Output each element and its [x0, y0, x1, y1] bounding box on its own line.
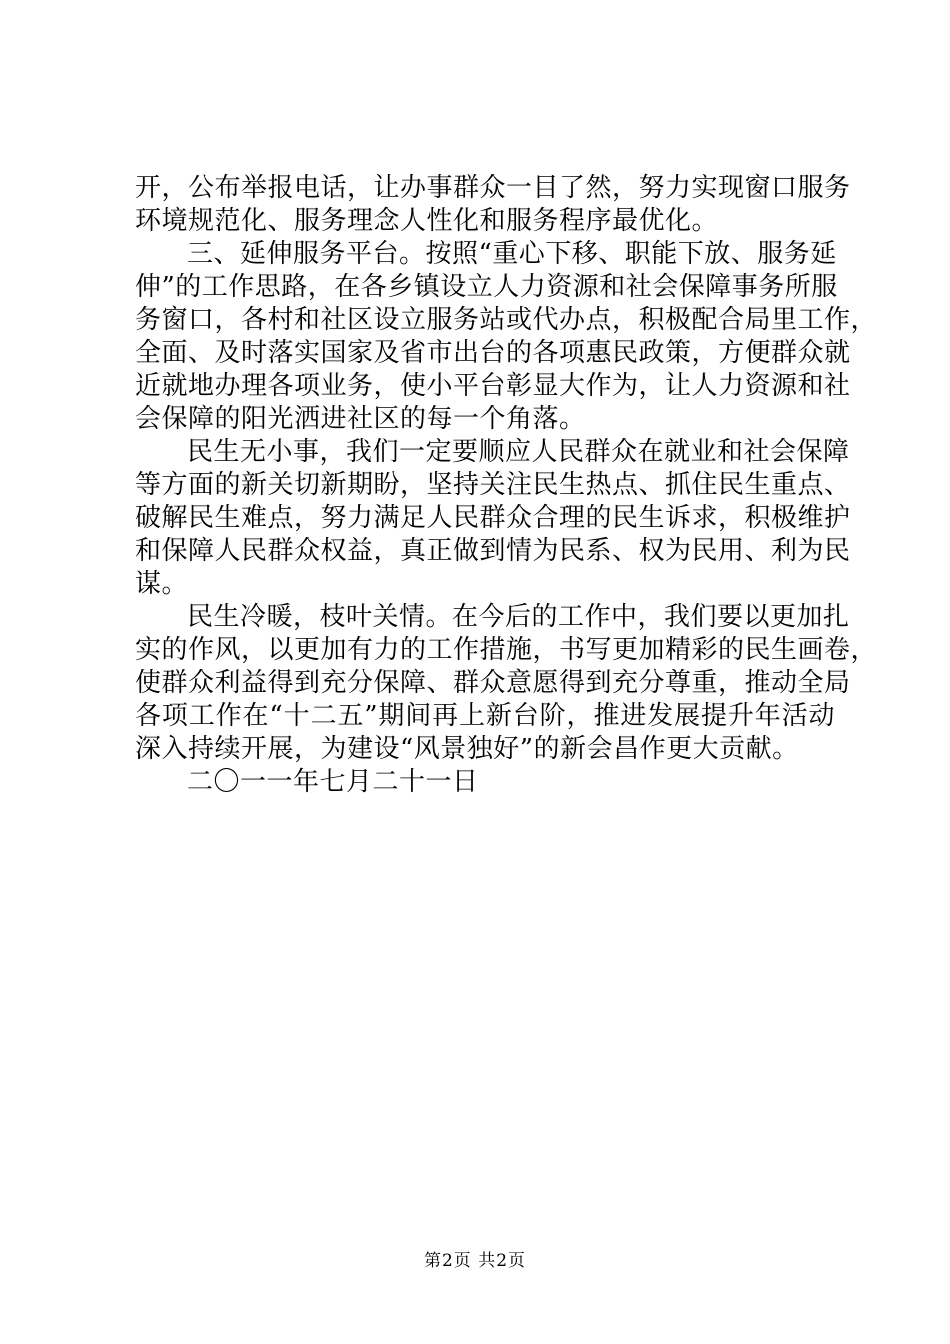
text-line: 近就地办理各项业务，使小平台彰显大作为，让人力资源和社: [135, 371, 851, 401]
text-line: 民生无小事，我们一定要顺应人民群众在就业和社会保障: [187, 437, 850, 467]
text-line: 全面、及时落实国家及省市出台的各项惠民政策，方便群众就: [135, 338, 851, 368]
text-line: 会保障的阳光洒进社区的每一个角落。: [135, 404, 586, 434]
text-line: 各项工作在“十二五”期间再上新台阶，推进发展提升年活动: [135, 701, 835, 731]
text-line: 深入持续开展，为建设“风景独好”的新会昌作更大贡献。: [135, 734, 799, 764]
text-line: 使群众利益得到充分保障、群众意愿得到充分尊重，推动全局: [135, 668, 851, 698]
document-body: [135, 172, 878, 799]
page-number: 第2页 共2页: [423, 1251, 527, 1271]
text-line: 实的作风，以更加有力的工作措施，书写更加精彩的民生画卷，: [135, 635, 878, 665]
text-line: 务窗口，各村和社区设立服务站或代办点，积极配合局里工作，: [135, 305, 878, 335]
text-line: 三、延伸服务平台。按照“重心下移、职能下放、服务延: [187, 239, 837, 269]
text-line: 伸”的工作思路，在各乡镇设立人力资源和社会保障事务所服: [135, 272, 838, 302]
text-line: 开，公布举报电话，让办事群众一目了然，努力实现窗口服务: [135, 173, 851, 203]
text-line: 谋。: [135, 569, 189, 599]
page-footer: [0, 1246, 950, 1271]
date-line: 二〇一一年七月二十一日: [187, 767, 479, 797]
text-line: 等方面的新关切新期盼，坚持关注民生热点、抓住民生重点、: [135, 470, 851, 500]
text-line: 环境规范化、服务理念人性化和服务程序最优化。: [135, 206, 719, 236]
text-line: 破解民生难点，努力满足人民群众合理的民生诉求，积极维护: [135, 503, 851, 533]
text-line: 和保障人民群众权益，真正做到情为民系、权为民用、利为民: [135, 536, 851, 566]
text-line: 民生冷暖，枝叶关情。在今后的工作中，我们要以更加扎: [187, 602, 850, 632]
